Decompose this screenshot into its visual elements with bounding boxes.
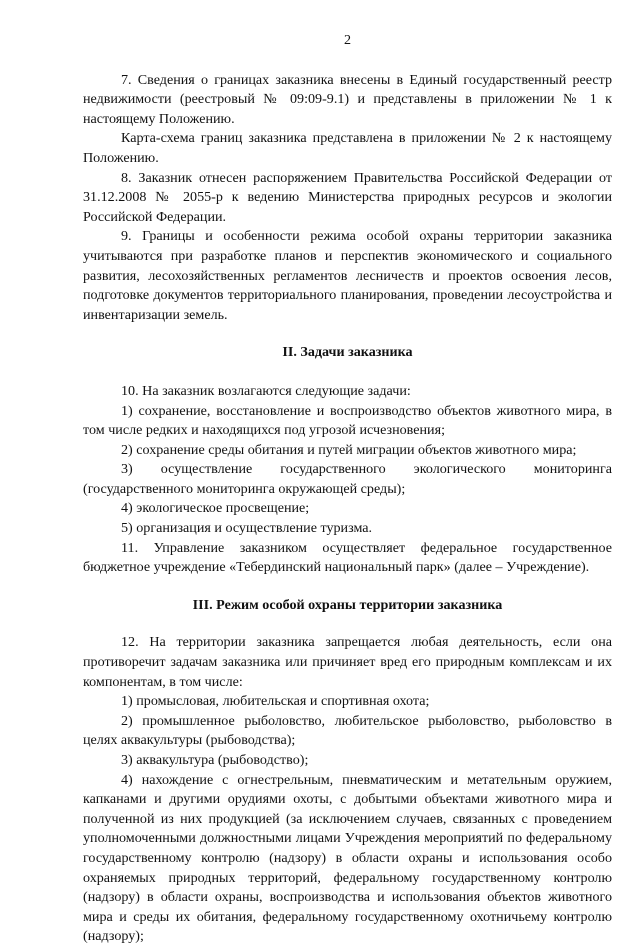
section-2-heading: II. Задачи заказника — [282, 344, 413, 361]
paragraph-7: 7. Сведения о границах заказника внесены в Единый государственный реестр недвижимости (реестровый № 09:09-9.1) и представлены в приложении № 1 к настоящему Положению. — [83, 71, 612, 127]
page-number: 2 — [343, 32, 352, 48]
task-item-3: 3) осуществление государственного экологического мониторинга (государственного мониторинга окружающей среды); — [83, 461, 612, 497]
section-3-heading: III. Режим особой охраны территории заказника — [192, 596, 503, 613]
paragraph-12: 12. На территории заказника запрещается любая деятельность, если она противоречит задачам заказника или причиняет вред его природным комплексам и их компонентам, в том числе: — [83, 634, 612, 690]
paragraph-10: 10. На заказник возлагаются следующие задачи: — [121, 382, 411, 399]
task-item-2: 2) сохранение среды обитания и путей миграции объектов животного мира; — [121, 441, 577, 458]
task-item-4: 4) экологическое просвещение; — [121, 500, 310, 517]
prohibition-item-2: 2) промышленное рыболовство, любительское рыболовство, рыболовство в целях аквакультуры (рыбоводства); — [83, 712, 612, 749]
task-item-1: 1) сохранение, восстановление и воспроизводство объектов животного мира, в том числе редких и находящихся под угрозой исчезновения; — [83, 402, 612, 439]
paragraph-11: 11. Управление заказником осуществляет федеральное государственное бюджетное учреждение «Тебердинский национальный парк» (далее – Учреждение). — [83, 539, 612, 576]
task-item-5: 5) организация и осуществление туризма. — [121, 520, 373, 537]
paragraph-8: 8. Заказник отнесен распоряжением Правительства Российской Федерации от 31.12.2008 № 2055-р к ведению Министерства природных ресурсов и экологии Российской Федерации. — [83, 169, 612, 225]
paragraph-map-scheme: Карта-схема границ заказника представлена в приложении № 2 к настоящему Положению. — [83, 130, 612, 166]
prohibition-item-4: 4) нахождение с огнестрельным, пневматическим и метательным оружием, капканами и другими орудиями охоты, с добытыми объектами животного мира и полученной из них продукцией (за исключением случаев, связанных с проведением уполномоченными должностными лицами Учреждения мероприятий по федеральному государственному контролю (надзору) в области охраны и использования особо охраняемых природных территорий, федеральному государственному контролю (надзору) в области охраны, воспроизводства и использования объектов животного мира и среды их обитания, федеральному государственному охотничьему контролю (надзору); — [83, 771, 612, 945]
prohibition-item-1: 1) промысловая, любительская и спортивная охота; — [121, 693, 430, 710]
prohibition-item-3: 3) аквакультура (рыбоводство); — [121, 752, 309, 768]
paragraph-9: 9. Границы и особенности режима особой охраны территории заказника учитываются при разработке планов и перспектив экономического и социального развития, лесохозяйственных регламентов лесничеств и проектов освоения лесов, подготовке документов территориального планирования, проведении лесоустройства и инвентаризации земель. — [83, 228, 612, 323]
